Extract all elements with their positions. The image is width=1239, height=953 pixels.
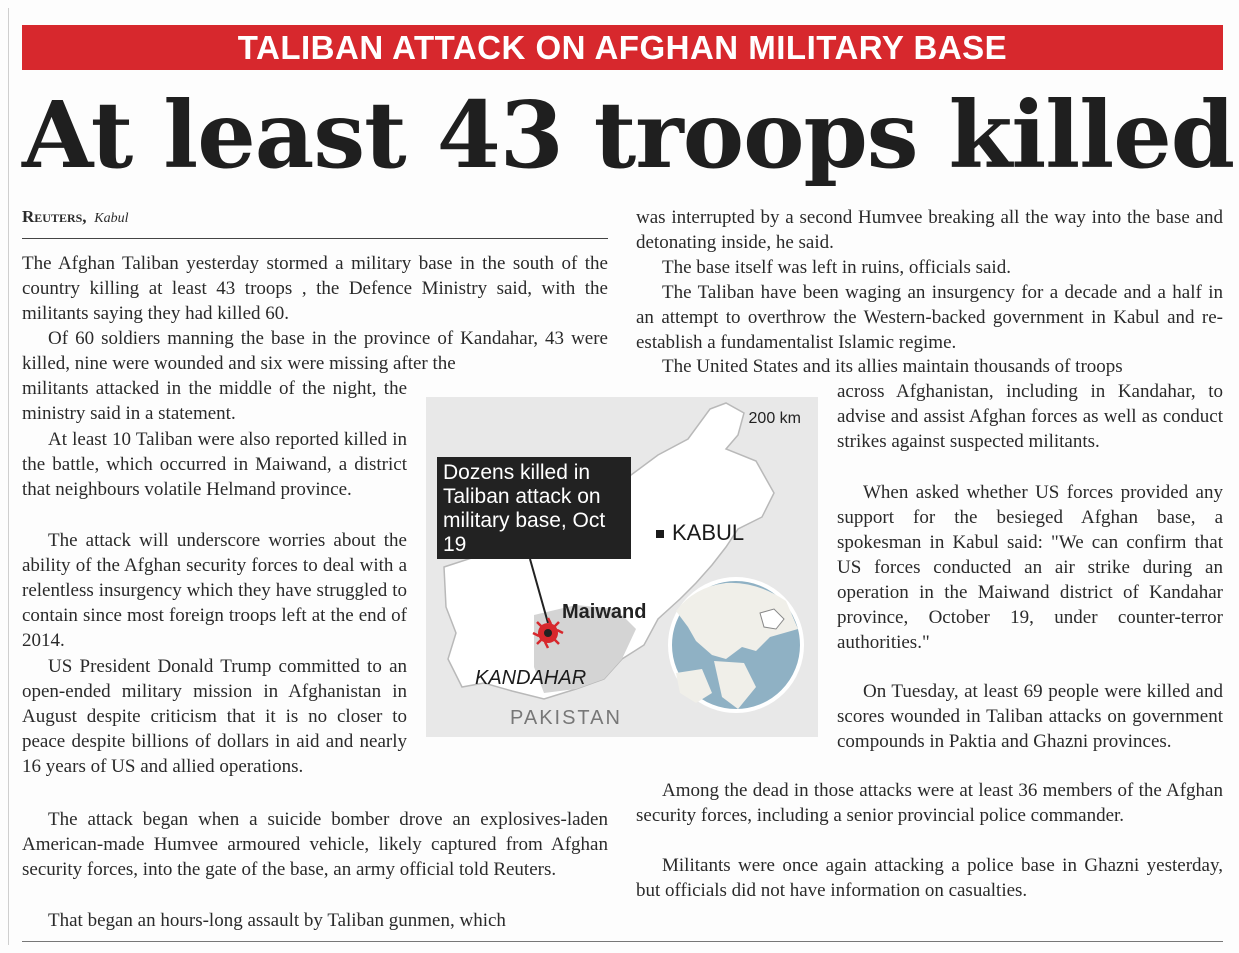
bottom-rule <box>22 941 1223 942</box>
col2-paragraph-7: Among the dead in those attacks were at least 36 members of the Afghan security forces, including a senior provincial police commander. <box>636 780 1223 826</box>
locator-globe <box>670 579 802 711</box>
col2-paragraph-8: Militants were once again attacking a police base in Ghazni yesterday, but officials did not have information on casualties. <box>636 855 1223 901</box>
map-label-kabul-text: KABUL <box>672 520 745 545</box>
col1-paragraph-2: Of 60 soldiers manning the base in the province of Kandahar, 43 were killed, nine were wounded and six were missing after the <box>22 328 608 374</box>
col1-paragraph-3: At least 10 Taliban were also reported killed in the battle, which occurred in Maiwand, a district that neighbours volatile Helmand province. <box>22 429 407 500</box>
col2-paragraph-3: The Taliban have been waging an insurgency for a decade and a half in an attempt to overthrow the Western-backed government in Kabul and re-establish a fundamentalist Islamic regime. <box>636 282 1223 353</box>
col2-paragraph-4: The United States and its allies maintain thousands of troops <box>662 356 1123 377</box>
kicker-banner: TALIBAN ATTACK ON AFGHAN MILITARY BASE <box>22 25 1223 70</box>
col1-paragraph-4: The attack will underscore worries about the ability of the Afghan security forces to deal with a relentless insurgency which they have struggled to contain since most foreign troops left at the end of 2014. <box>22 530 407 651</box>
afghanistan-map <box>426 397 818 737</box>
col1-paragraph-2-cont: militants attacked in the middle of the night, the ministry said in a statement. <box>22 378 407 424</box>
col1-paragraph-6: The attack began when a suicide bomber drove an explosives-laden American-made Humvee armoured vehicle, likely captured from Afghan security forces, into the gate of the base, an army official told Reuters. <box>22 809 608 880</box>
col2-paragraph-5: When asked whether US forces provided any support for the besieged Afghan base, a spokesman in Kabul said: "We can confirm that US forces conducted an air strike during an operation in the Maiwand district of Kandahar province, October 19, under counter-terror authorities." <box>837 482 1223 653</box>
col2-paragraph-2: The base itself was left in ruins, officials said. <box>662 257 1011 278</box>
col2-paragraph-6: On Tuesday, at least 69 people were killed and scores wounded in Taliban attacks on government compounds in Paktia and Ghazni provinces. <box>837 681 1223 752</box>
headline: At least 43 troops killed <box>22 81 1235 189</box>
col1-paragraph-7: That began an hours-long assault by Taliban gunmen, which <box>48 910 506 931</box>
byline-agency: Reuters, <box>22 207 87 226</box>
col2-paragraph-4-cont: across Afghanistan, including in Kandahar, to advise and assist Afghan forces as well as conduct strikes against suspected militants. <box>837 381 1223 452</box>
map-callout: Dozens killed in Taliban attack on military base, Oct 19 <box>437 457 631 559</box>
capital-marker-icon <box>656 530 664 538</box>
byline <box>22 207 129 227</box>
col1-paragraph-5: US President Donald Trump committed to an open-ended military mission in Afghanistan in August despite criticism that it is no closer to peace despite billions of dollars in aid and nearly 16 years of US and allied operations. <box>22 656 407 777</box>
col1-paragraph-1: The Afghan Taliban yesterday stormed a military base in the south of the country killing at least 43 troops , the Defence Ministry said, with the militants saying they had killed 60. <box>22 253 608 324</box>
map-label-pakistan: PAKISTAN <box>510 707 622 729</box>
col2-paragraph-1: was interrupted by a second Humvee breaking all the way into the base and detonating inside, he said. <box>636 207 1223 253</box>
byline-rule <box>22 238 608 239</box>
map-label-kandahar: KANDAHAR <box>475 667 587 689</box>
page-edge <box>8 8 9 945</box>
map-label-maiwand: Maiwand <box>562 601 647 623</box>
map-scale: 200 km <box>748 410 801 427</box>
map-label-kabul <box>656 520 744 546</box>
byline-city: Kabul <box>94 211 129 226</box>
